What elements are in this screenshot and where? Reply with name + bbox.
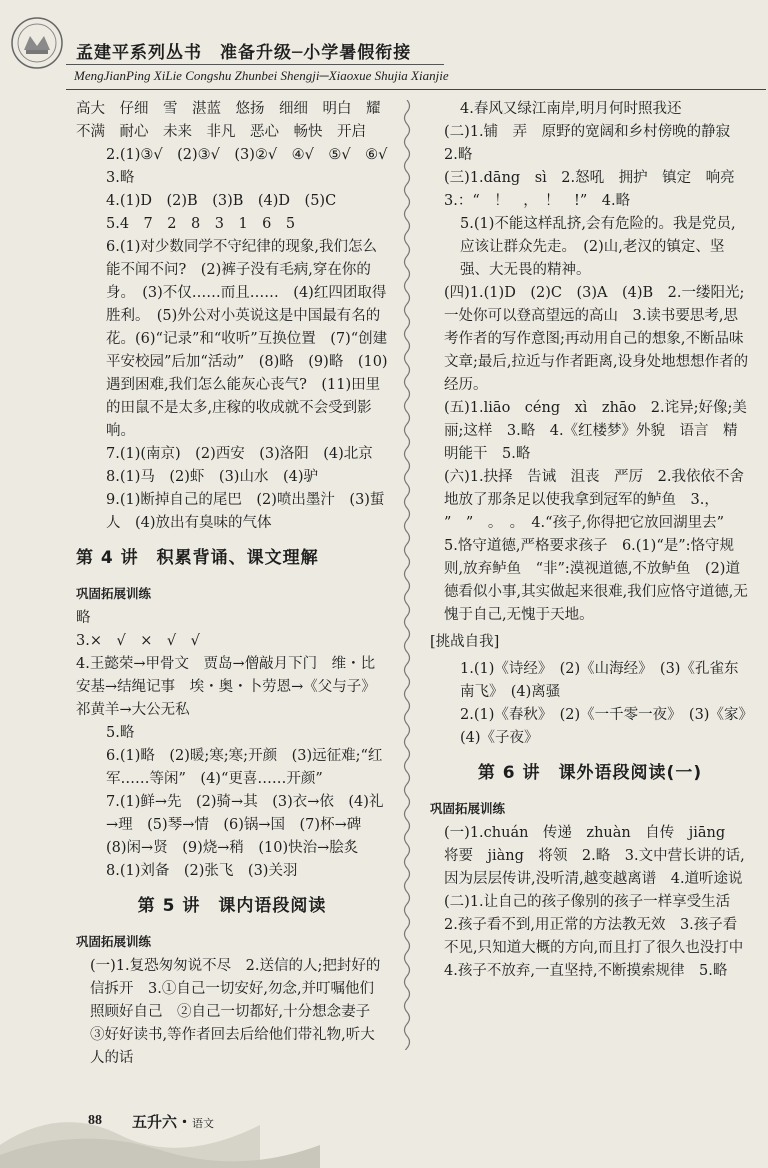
answer-line: 4.王懿荣→甲骨文 贾岛→僧敲月下门 维・比安基→结绳记事 埃・奥・卜劳恩→《父与子》 祁黄羊→大公无私 xyxy=(76,656,384,718)
section-subheading: 巩固拓展训练 xyxy=(76,586,152,601)
answer-column-right xyxy=(430,98,761,983)
answer-line: (四)1.(1)D (2)C (3)A (4)B 2.一缕阳光;一处你可以登高望远的高山 3.读书要思考,思考作者的写作意图;再动用自己的想象,不断品味文章;最后,拉近与作者距离,设身处地想想作者的经历。 xyxy=(444,285,749,393)
section-subheading: 巩固拓展训练 xyxy=(430,801,506,816)
answer-line: (五)1.liāo céng xì zhāo 2.诧异;好像;美丽;这样 3.略 4.《红楼梦》外貌 语言 精明能干 5.略 xyxy=(444,400,747,462)
answer-line: 5.4 7 2 8 3 1 6 5 xyxy=(106,216,296,232)
series-title: 孟建平系列丛书 准备升级─小学暑假衔接 xyxy=(76,43,412,63)
header-rule-bottom xyxy=(66,89,766,90)
answer-line: 2.(1)③√ (2)③√ (3)②√ ④√ ⑤√ ⑥√ xyxy=(106,147,388,163)
answer-line: 3.× √ × √ √ xyxy=(76,633,200,649)
answer-line: 8.(1)刘备 (2)张飞 (3)关羽 xyxy=(106,863,298,879)
answer-line: 7.(1)(南京) (2)西安 (3)洛阳 (4)北京 xyxy=(106,446,373,462)
lesson-heading: 第 6 讲 课外语段阅读(一) xyxy=(477,763,703,783)
answer-line: 9.(1)断掉自己的尾巴 (2)喷出墨汁 (3)蜇人 (4)放出有臭味的气体 xyxy=(106,492,385,531)
answer-line: (六)1.抉择 告诫 沮丧 严厉 2.我依依不舍地放了那条足以使我拿到冠军的鲈鱼 3.， ” ” 。 。 4.“孩子,你得把它放回湖里去” 5.恪守道德,严格要求孩子 6.(1)“是”:恪守规则,放弃鲈鱼 “非”:漠视道德,不放鲈鱼 (2)道德看似小事,其实做起来很难,我们应恪守道德,无愧于自己,无愧于天地。 xyxy=(444,469,748,623)
column-divider xyxy=(400,100,414,1050)
answer-line: 6.(1)对少数同学不守纪律的现象,我们怎么能不闻不问? (2)裤子没有毛病,穿在你的身。 (3)不仅……而且…… (4)红四团取得胜利。 (5)外公对小英说这是中国最有名的花。(6)“记录”和“收听”互换位置 (7)“创建平安校园”后加“活动” (8)略 (9)略 (10)遇到困难,我们怎么能灰心丧气? (11)田里的田鼠不是太多,庄稼的收成就不会受到影响。 xyxy=(106,239,388,439)
page-number: 88 xyxy=(88,1113,102,1128)
answer-line: (三)1.dāng sì 2.怒吼 拥护 镇定 响亮 3.：“ ！ ， ！ !” 4.略 xyxy=(444,170,750,209)
answer-line: 高大 仔细 雪 湛蓝 悠扬 细细 明白 耀 不满 耐心 未来 非凡 恶心 畅快 开启 xyxy=(76,101,395,140)
answer-line: 1.(1)《诗经》 (2)《山海经》 (3)《孔雀东南飞》 (4)离骚 xyxy=(460,661,739,700)
answer-line: (二)1.铺 弄 原野的宽阔和乡村傍晚的静寂 2.略 xyxy=(444,124,745,163)
answer-line: 略 xyxy=(76,610,91,626)
answer-line: 5.略 xyxy=(106,725,135,741)
section-subheading: 巩固拓展训练 xyxy=(76,934,152,949)
series-logo-icon xyxy=(10,16,64,70)
answer-line: (一)1.复恐匆匆说不尽 2.送信的人;把封好的信拆开 3.①自己一切安好,勿念,并叮嘱他们照顾好自己 ②自己一切都好,十分想念妻子 ③好好读书,等作者回去后给他们带礼物,听大人的话 xyxy=(90,958,385,1066)
series-pinyin-title: MengJianPing XiLie Congshu Zhunbei Shengji─Xiaoxue Shujia Xianjie xyxy=(74,68,449,83)
answer-line: (二)1.让自己的孩子像别的孩子一样享受生活 2.孩子看不到,用正常的方法教无效 3.孩子看不见,只知道大概的方向,而且打了很久也没打中 4.孩子不放弃,一直坚持,不断摸索规律 5.略 xyxy=(444,894,758,979)
answer-line: 2.(1)《春秋》 (2)《一千零一夜》 (3)《家》 (4)《子夜》 xyxy=(460,707,761,746)
lesson-heading: 第 5 讲 课内语段阅读 xyxy=(137,896,327,916)
answer-line: 4.(1)D (2)B (3)B (4)D (5)C xyxy=(106,193,337,209)
answer-line: 4.春风又绿江南岸,明月何时照我还 xyxy=(460,101,682,117)
header-rule xyxy=(66,64,444,65)
footer-grade: 五升六・ xyxy=(132,1113,193,1131)
lesson-heading: 第 4 讲 积累背诵、课文理解 xyxy=(76,548,319,568)
answer-column-left xyxy=(76,98,395,1070)
answer-line: 3.略 xyxy=(106,170,135,186)
footer-subject: 语文 xyxy=(192,1117,215,1130)
answer-line: (一)1.chuán 传递 zhuàn 自传 jiāng 将要 jiàng 将领 2.略 3.文中营长讲的话,因为层层传讲,没听清,越变越离谱 4.道听途说 xyxy=(444,825,745,887)
page-header xyxy=(0,0,768,100)
footer-title xyxy=(132,1111,214,1132)
answer-line: 8.(1)马 (2)虾 (3)山水 (4)驴 xyxy=(106,469,318,485)
footer-wave-decoration xyxy=(0,1085,768,1168)
answer-line: 7.(1)鲜→先 (2)骑→其 (3)衣→依 (4)礼→理 (5)琴→情 (6)锅→国 (7)杯→碑 (8)闲→贤 (9)烧→稍 (10)快治→脍炙 xyxy=(106,794,384,856)
challenge-heading: [挑战自我] xyxy=(430,634,500,650)
answer-line: 6.(1)略 (2)暖;寒;寒;开颜 (3)远征难;“红军……等闲” (4)“更喜……开颜” xyxy=(106,748,383,787)
answer-line: 5.(1)不能这样乱挤,会有危险的。我是党员,应该让群众先走。 (2)山,老汉的镇定、坚强、大无畏的精神。 xyxy=(460,216,736,278)
